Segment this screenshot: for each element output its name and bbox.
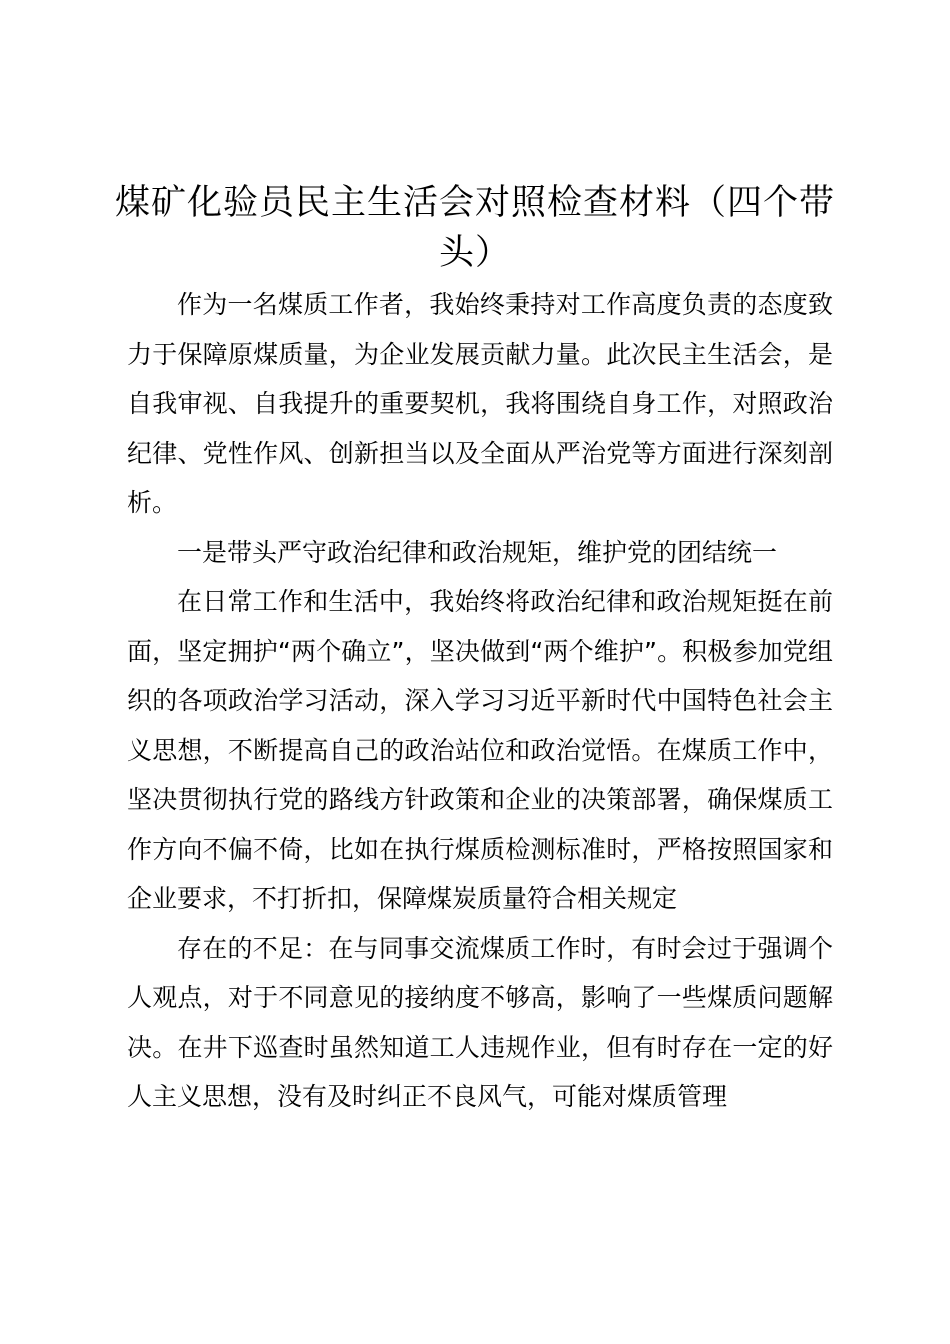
shortcomings-paragraph: 存在的不足：在与同事交流煤质工作时，有时会过于强调个人观点，对于不同意见的接纳度不够高，影响了一些煤质问题解决。在井下巡查时虽然知道工人违规作业，但有时存在一定的好人主义思想，没有及时纠正不良风气，可能对煤质管理 — [127, 933, 833, 1111]
document-title: 煤矿化验员民主生活会对照检查材料（四个带头） — [115, 183, 836, 273]
intro-paragraph: 作为一名煤质工作者，我始终秉持对工作高度负责的态度致力于保障原煤质量，为企业发展贡献力量。此次民主生活会，是自我审视、自我提升的重要契机，我将围绕自身工作，对照政治纪律、党性作风、创新担当以及全面从严治党等方面进行深刻剖析。 — [127, 290, 833, 517]
section-heading: 一是带头严守政治纪律和政治规矩，维护党的团结统一 — [177, 537, 778, 567]
document-body — [127, 280, 833, 1122]
body-paragraph: 在日常工作和生活中，我始终将政治纪律和政治规矩挺在前面，坚定拥护“两个确立”，坚决做到“两个维护”。积极参加党组织的各项政治学习活动，深入学习习近平新时代中国特色社会主义思想，不断提高自己的政治站位和政治觉悟。在煤质工作中，坚决贯彻执行党的路线方针政策和企业的决策部署，确保煤质工作方向不偏不倚，比如在执行煤质检测标准时，严格按照国家和企业要求，不打折扣，保障煤炭质量符合相关规定 — [127, 587, 833, 913]
